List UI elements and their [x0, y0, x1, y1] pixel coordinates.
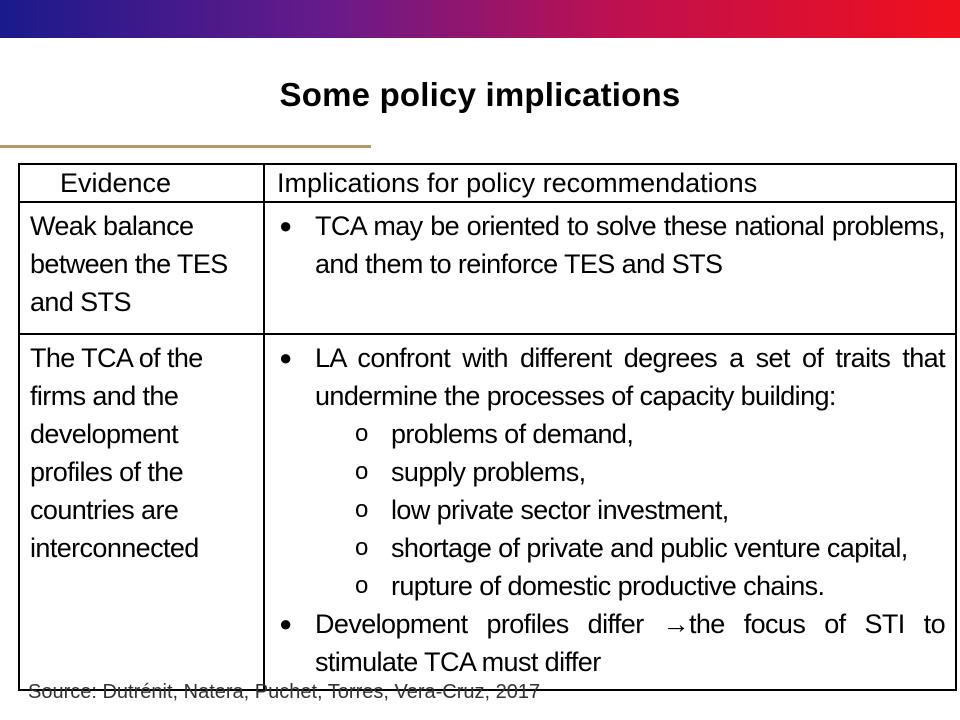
header-implications: Implications for policy recommendations: [264, 164, 956, 202]
sub-item-text: low private sector investment,: [391, 495, 729, 525]
sub-item-text: shortage of private and public venture capital,: [391, 533, 908, 563]
table-row: [19, 334, 956, 690]
slide-title: [0, 76, 960, 114]
sub-list-item: [277, 567, 945, 605]
bullet-text: TCA may be oriented to solve these national problems, and them to reinforce TES and STS: [315, 211, 945, 279]
sub-list-item: [277, 529, 945, 567]
slide-title-text: Some policy implications: [279, 76, 681, 113]
bullet-icon: ●: [279, 213, 292, 238]
circle-bullet-icon: o: [355, 458, 368, 485]
implications-cell: [264, 334, 956, 690]
sub-item-text: supply problems,: [391, 457, 586, 487]
list-item: [277, 207, 945, 283]
header-evidence: Evidence: [19, 164, 264, 202]
circle-bullet-icon: o: [355, 534, 368, 561]
sub-item-text: rupture of domestic productive chains.: [391, 571, 825, 601]
list-item: [277, 605, 945, 681]
sub-item-text: problems of demand,: [391, 419, 634, 449]
list-item: [277, 339, 945, 415]
evidence-cell: Weak balance between the TES and STS: [19, 202, 264, 334]
circle-bullet-icon: o: [355, 572, 368, 599]
policy-table: [18, 163, 957, 691]
sub-list-item: [277, 491, 945, 529]
title-underline: [0, 145, 371, 148]
sub-list-item: [277, 453, 945, 491]
table-header-row: [19, 164, 956, 202]
sub-list-item: [277, 415, 945, 453]
source-citation: Source: Dutrénit, Natera, Puchet, Torres, Vera-Cruz, 2017: [28, 681, 541, 703]
evidence-cell: The TCA of the firms and the development profiles of the countries are interconnected: [19, 334, 264, 690]
bullet-icon: ●: [279, 611, 292, 636]
top-gradient-band: [0, 0, 960, 38]
bullet-icon: ●: [279, 345, 292, 370]
circle-bullet-icon: o: [355, 496, 368, 523]
bullet-text: Development profiles differ →the focus of STI to stimulate TCA must differ: [315, 609, 945, 677]
sub-list: [277, 415, 945, 605]
bullet-text: LA confront with different degrees a set of traits that undermine the processes of capacity building:: [315, 343, 945, 411]
circle-bullet-icon: o: [355, 420, 368, 447]
implications-cell: [264, 202, 956, 334]
table-row: [19, 202, 956, 334]
